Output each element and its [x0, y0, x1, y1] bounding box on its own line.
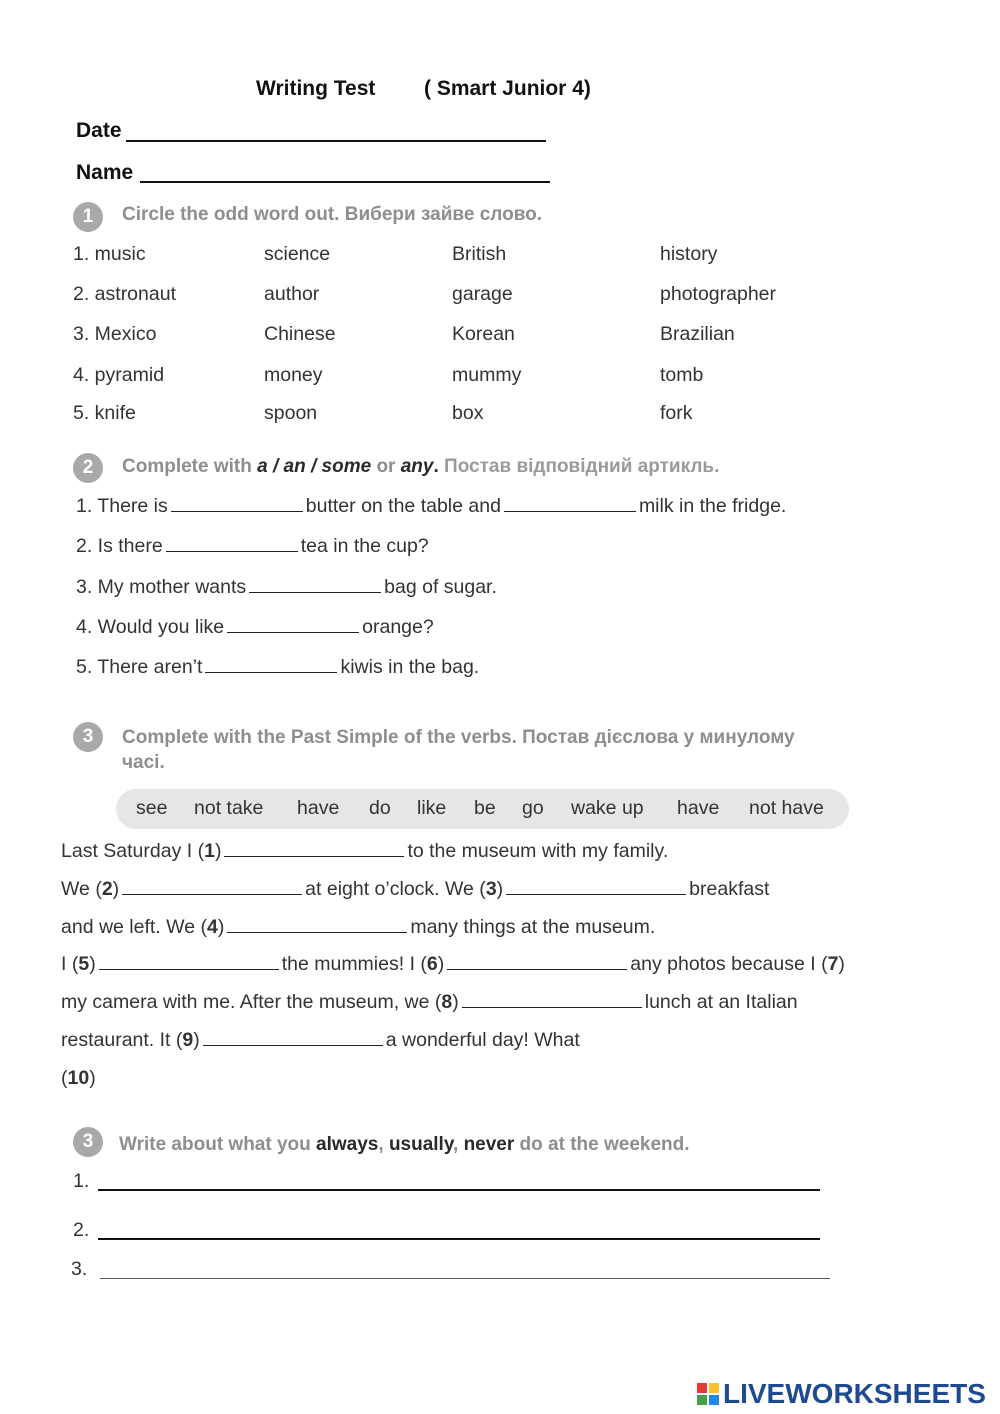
logo-square: [697, 1395, 707, 1405]
story-line-4: [61, 953, 845, 976]
odd-word[interactable]: Chinese: [264, 323, 336, 345]
answer-blank[interactable]: [504, 510, 636, 512]
odd-word[interactable]: box: [452, 402, 484, 424]
odd-word[interactable]: author: [264, 283, 320, 305]
odd-word[interactable]: garage: [452, 283, 513, 305]
heading-dot: .: [433, 456, 439, 477]
story-text: I (: [61, 953, 79, 975]
bank-word: not take: [194, 797, 264, 819]
answer-blank[interactable]: [227, 931, 407, 933]
section-3-heading-line2: часі.: [122, 752, 165, 773]
story-text: ): [452, 991, 459, 1013]
writing-item-number: 1.: [73, 1170, 90, 1192]
story-text: ): [217, 916, 225, 938]
date-line[interactable]: [126, 140, 546, 142]
gap-number: 2: [101, 878, 113, 900]
odd-word[interactable]: photographer: [660, 283, 777, 305]
story-text: many things at the museum.: [410, 916, 656, 938]
gap-number: 1: [204, 840, 215, 862]
odd-word[interactable]: fork: [660, 402, 693, 424]
gap-number: 8: [441, 991, 453, 1013]
story-text: ): [89, 953, 96, 975]
gap-number: 3: [485, 878, 497, 900]
answer-blank[interactable]: [171, 510, 303, 512]
answer-blank[interactable]: [462, 1006, 642, 1008]
name-line[interactable]: [140, 181, 550, 183]
heading-text: do at the weekend.: [514, 1134, 690, 1155]
bank-word: do: [369, 797, 391, 819]
sentence-2: [76, 535, 429, 558]
sentence-text: 4. Would you like: [76, 616, 225, 638]
odd-word[interactable]: mummy: [452, 364, 522, 386]
section-2-badge: 2: [73, 453, 103, 483]
odd-word[interactable]: science: [264, 243, 331, 265]
story-text: at eight o’clock. We (: [305, 878, 486, 900]
odd-word[interactable]: 4. pyramid: [73, 364, 165, 386]
section-2-heading: [122, 456, 719, 478]
heading-or: or: [371, 456, 401, 477]
odd-word[interactable]: money: [264, 364, 323, 386]
story-text: my camera with me. After the museum, we (: [61, 991, 442, 1013]
writing-line-3[interactable]: [100, 1278, 830, 1279]
section-4-badge: 3: [73, 1127, 103, 1157]
answer-blank[interactable]: [249, 591, 381, 593]
bank-word: like: [417, 797, 447, 819]
answer-blank[interactable]: [205, 671, 337, 673]
gap-number: 9: [182, 1029, 194, 1051]
gap-number: 10: [67, 1067, 90, 1089]
heading-options: a / an / some: [257, 456, 372, 477]
heading-always: always: [316, 1134, 379, 1155]
sentence-1: [76, 495, 786, 518]
writing-item-number: 3.: [71, 1258, 88, 1280]
odd-word[interactable]: tomb: [660, 364, 704, 386]
answer-blank[interactable]: [99, 968, 279, 970]
gap-number: 6: [426, 953, 438, 975]
bank-word: go: [522, 797, 544, 819]
logo-square: [709, 1383, 719, 1393]
story-text: ): [89, 1067, 96, 1089]
sentence-text: kiwis in the bag.: [340, 656, 480, 678]
story-text: lunch at an Italian: [644, 991, 798, 1013]
story-text: ): [112, 878, 120, 900]
heading-usually: usually: [388, 1134, 453, 1155]
sentence-3: [76, 576, 497, 599]
sentence-text: butter on the table and: [305, 495, 501, 517]
story-text: to the museum with my family.: [407, 840, 669, 862]
sentence-text: bag of sugar.: [384, 576, 497, 598]
sentence-text: orange?: [362, 616, 434, 638]
date-label: Date: [76, 119, 122, 142]
heading-comma: ,: [378, 1134, 389, 1155]
odd-word[interactable]: 2. astronaut: [73, 283, 176, 305]
writing-line-2[interactable]: [98, 1238, 820, 1240]
bank-word: have: [677, 797, 720, 819]
story-text: ): [214, 840, 222, 862]
story-text: We (: [61, 878, 102, 900]
bank-word: be: [474, 797, 496, 819]
sentence-text: milk in the fridge.: [638, 495, 787, 517]
bank-word: wake up: [571, 797, 644, 819]
writing-line-1[interactable]: [98, 1189, 820, 1191]
odd-word[interactable]: 5. knife: [73, 402, 136, 424]
gap-number: 5: [78, 953, 90, 975]
answer-blank[interactable]: [203, 1044, 383, 1046]
odd-word[interactable]: British: [452, 243, 507, 265]
heading-text: Write about what you: [119, 1134, 317, 1155]
story-text: breakfast: [689, 878, 770, 900]
story-text: a wonderful day! What: [385, 1029, 580, 1051]
story-line-7: [61, 1067, 96, 1090]
heading-ukr: Постав відповідний артикль.: [438, 456, 720, 477]
logo-square: [709, 1395, 719, 1405]
sentence-text: 3. My mother wants: [76, 576, 247, 598]
writing-item-number: 2.: [73, 1219, 90, 1241]
story-text: restaurant. It (: [61, 1029, 183, 1051]
logo-text: LIVEWORKSHEETS: [723, 1378, 986, 1409]
odd-word[interactable]: history: [660, 243, 718, 265]
logo-square: [697, 1383, 707, 1393]
gap-number: 7: [827, 953, 839, 975]
odd-word[interactable]: spoon: [264, 402, 318, 424]
logo-grid-icon: [697, 1383, 719, 1405]
name-label: Name: [76, 161, 134, 184]
sentence-5: [76, 656, 479, 679]
story-text: ): [838, 953, 845, 975]
heading-never: never: [463, 1134, 515, 1155]
sentence-text: tea in the cup?: [300, 535, 429, 557]
odd-word[interactable]: 3. Mexico: [73, 323, 157, 345]
sentence-text: 5. There aren’t: [76, 656, 203, 678]
story-text: and we left. We (: [61, 916, 207, 938]
story-line-5: [61, 991, 798, 1014]
gap-number: 4: [206, 916, 218, 938]
section-1-badge: 1: [73, 202, 103, 232]
odd-word[interactable]: Korean: [452, 323, 515, 345]
story-text: ): [496, 878, 504, 900]
story-text: ): [193, 1029, 200, 1051]
answer-blank[interactable]: [122, 893, 302, 895]
story-text: the mummies! I (: [281, 953, 427, 975]
section-3-badge: 3: [73, 722, 103, 752]
story-line-1: [61, 840, 668, 863]
story-text: (: [61, 1067, 68, 1089]
story-line-2: [61, 878, 769, 901]
section-1-heading: Circle the odd word out. Вибери зайве слово.: [122, 204, 543, 225]
answer-blank[interactable]: [447, 968, 627, 970]
answer-blank[interactable]: [224, 855, 404, 857]
odd-word[interactable]: 1. music: [73, 243, 146, 265]
odd-word[interactable]: Brazilian: [660, 323, 735, 345]
test-subtitle: ( Smart Junior 4): [424, 77, 591, 100]
bank-word: see: [136, 797, 168, 819]
heading-comma: ,: [453, 1134, 464, 1155]
sentence-text: 2. Is there: [76, 535, 163, 557]
story-text: ): [437, 953, 445, 975]
test-title: Writing Test: [256, 77, 376, 100]
bank-word: have: [297, 797, 340, 819]
liveworksheets-logo: [697, 1378, 986, 1410]
section-4-heading: [119, 1134, 690, 1156]
bank-word: not have: [749, 797, 824, 819]
answer-blank[interactable]: [506, 893, 686, 895]
sentence-4: [76, 616, 434, 639]
story-line-6: [61, 1029, 580, 1052]
answer-blank[interactable]: [227, 631, 359, 633]
story-text: Last Saturday I (: [61, 840, 205, 862]
answer-blank[interactable]: [166, 550, 298, 552]
heading-text: Complete with: [122, 456, 258, 477]
heading-any: any: [400, 456, 434, 477]
section-3-heading-line1: Complete with the Past Simple of the verbs. Постав дієслова у минулому: [122, 727, 795, 748]
story-line-3: [61, 916, 655, 939]
sentence-text: 1. There is: [76, 495, 168, 517]
story-text: any photos because I (: [630, 953, 828, 975]
